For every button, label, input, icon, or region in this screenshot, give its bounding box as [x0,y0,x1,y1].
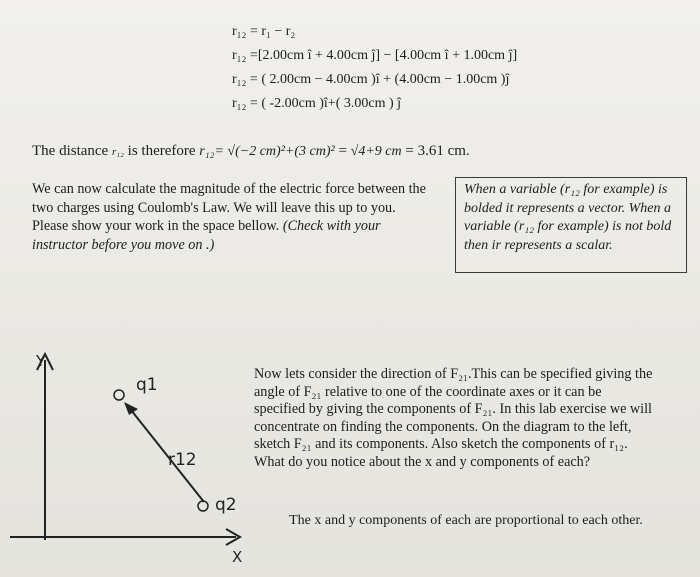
equation-line-3: r₁₂ = ( 2.00cm − 4.00cm )î + (4.00cm − 1.00cm )ĵ [232,72,510,87]
equation-line-4: r₁₂ = ( -2.00cm )î+( 3.00cm ) ĵ [232,96,402,111]
handwritten-answer: The x and y components of each are proportional to each other. [289,513,643,528]
equation-line-1: r₁₂ = r₁ − r₂ [232,24,296,39]
distance-equals: = [338,143,347,159]
r12-vector-label: r12 [168,450,197,470]
coordinate-diagram [0,340,250,570]
distance-result: = 3.61 cm. [405,143,470,159]
y-axis-label: Y [36,352,46,370]
x-axis-label: X [232,548,243,566]
coulomb-note: (Check with your instructor before you move on .) [32,218,381,253]
charge-q2-label: q2 [215,495,237,515]
distance-symbol: r₁₂ [111,146,124,158]
r12-vector-arrowhead [124,402,138,415]
distance-formula: r₁₂= √(−2 cm)²+(3 cm)² [199,144,335,159]
charge-q1-marker [114,390,124,400]
charge-q2-marker [198,501,208,511]
charge-q1-label: q1 [136,375,158,395]
vector-note-box: When a variable (r₁₂ for example) is bolded it represents a vector. When a variable (r₁₂ for example) is not bold then ir represents a scalar. [455,177,687,273]
coulomb-text: We can now calculate the magnitude of the electric force between the two charges using Coulomb's Law. We will leave this up to you. Please show your work in the space bellow. [32,181,426,234]
equation-line-2: r₁₂ =[2.00cm î + 4.00cm ĵ] − [4.00cm î + 1.00cm ĵ] [232,48,518,63]
direction-paragraph: Now lets consider the direction of F₂₁.This can be specified giving the angle of F₂₁ relative to one of the coordinate axes or it can be specified by giving the components of F₂₁. In this lab exercise we will concentrate on finding the components. On the diagram to the left, sketch F₂₁ and its components. Also sketch the components of r₁₂. What do you notice about the x and y components of each? [254,366,653,470]
distance-statement [32,143,470,160]
distance-simplified: √4+9 cm [350,144,402,159]
coulomb-paragraph [32,180,427,254]
distance-middle: is therefore [127,143,196,159]
distance-prefix: The distance [32,143,109,159]
